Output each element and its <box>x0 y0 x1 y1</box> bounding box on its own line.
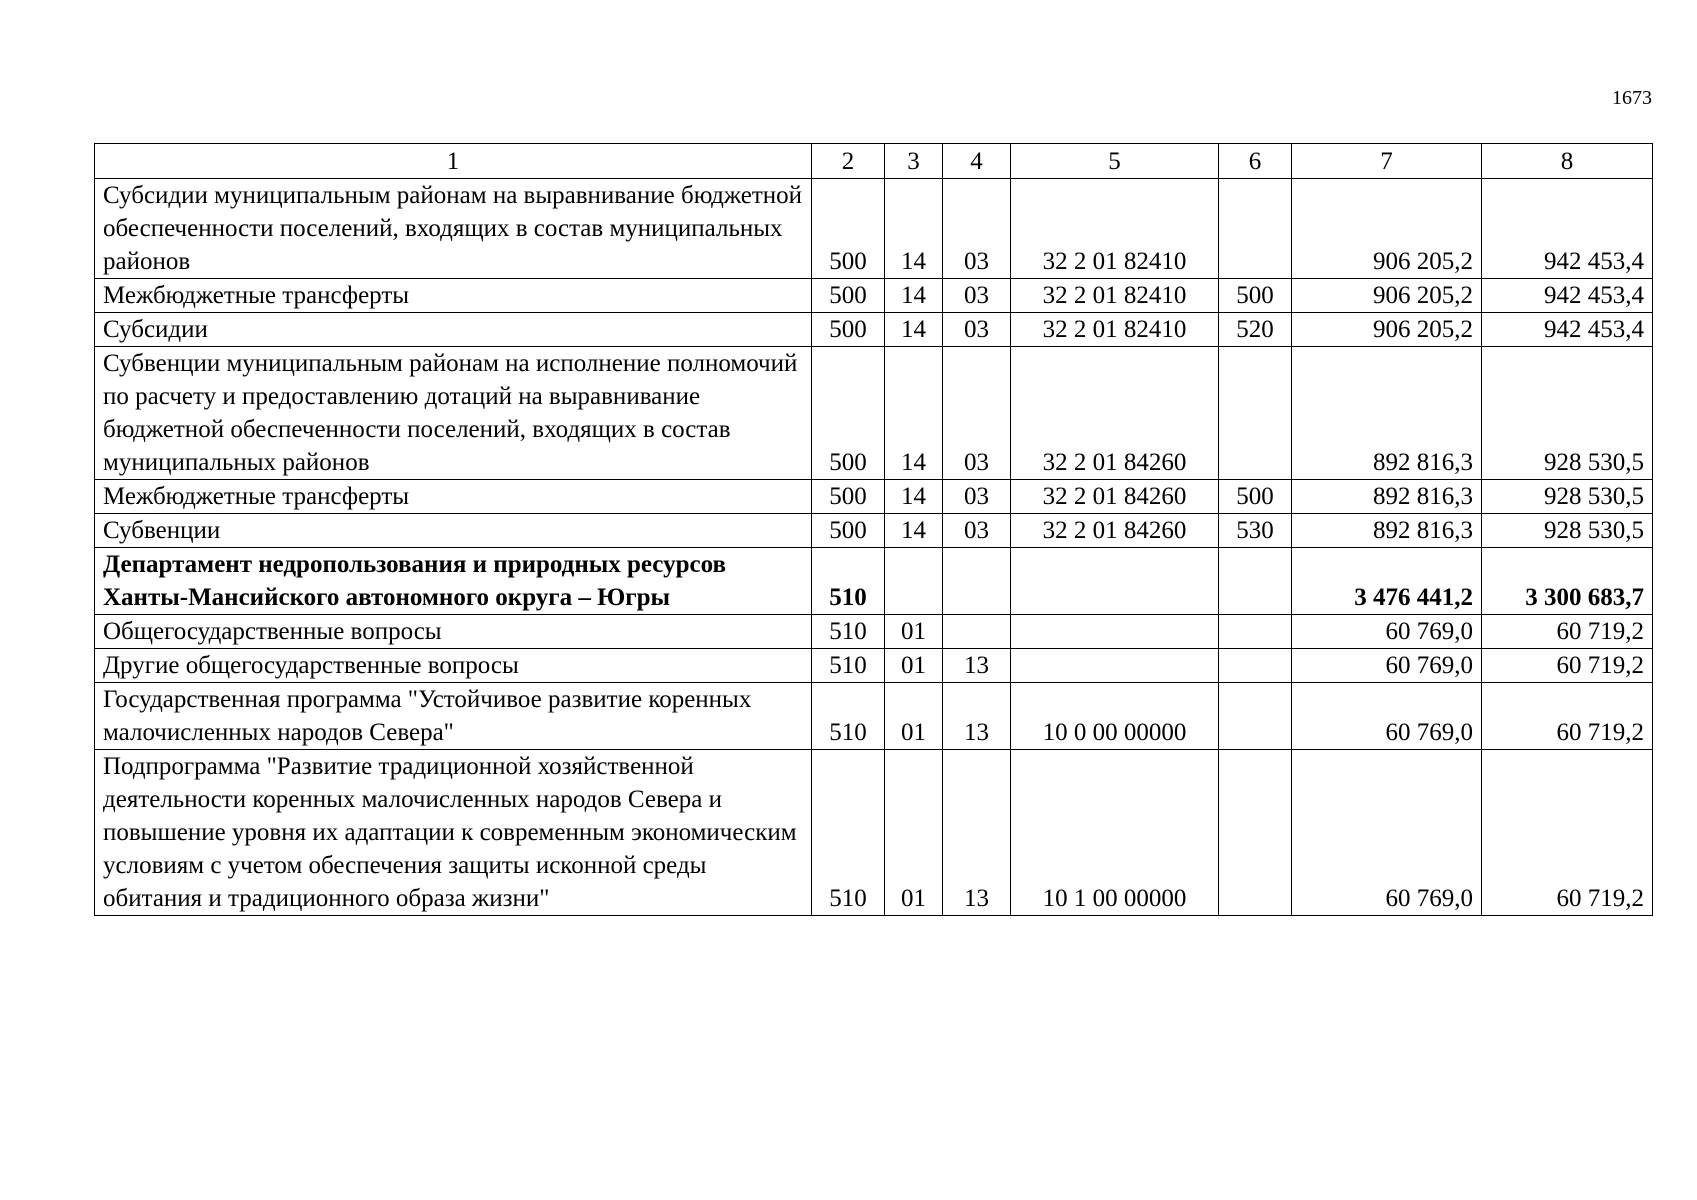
row-name: Субсидии муниципальным районам на выравнивание бюджетной обеспеченности поселений, входящих в состав муниципальных районов <box>95 179 812 279</box>
col-6-value: 500 <box>1219 480 1292 514</box>
table-row <box>95 279 1653 313</box>
row-name: Подпрограмма "Развитие традиционной хозяйственной деятельности коренных малочисленных народов Севера и повышение уровня их адаптации к современным экономическим условиям с учетом обеспечения защиты исконной среды обитания и традиционного образа жизни" <box>95 750 812 916</box>
col-4-value: 03 <box>943 480 1011 514</box>
col-5-value <box>1011 548 1219 615</box>
row-name: Субсидии <box>95 313 812 347</box>
col-8-value: 942 453,4 <box>1482 313 1653 347</box>
col-5-value: 32 2 01 84260 <box>1011 480 1219 514</box>
col-6-value <box>1219 750 1292 916</box>
col-4-value: 13 <box>943 649 1011 683</box>
header-col-4: 4 <box>943 144 1011 179</box>
table-row <box>95 313 1653 347</box>
col-7-value: 906 205,2 <box>1292 313 1482 347</box>
col-7-value: 906 205,2 <box>1292 179 1482 279</box>
col-5-value: 32 2 01 82410 <box>1011 279 1219 313</box>
col-5-value: 32 2 01 84260 <box>1011 347 1219 480</box>
col-8-value: 928 530,5 <box>1482 514 1653 548</box>
table-row <box>95 750 1653 916</box>
col-7-value: 60 769,0 <box>1292 615 1482 649</box>
col-4-value: 03 <box>943 514 1011 548</box>
col-7-value: 60 769,0 <box>1292 750 1482 916</box>
col-5-value <box>1011 615 1219 649</box>
col-3-value: 01 <box>885 649 943 683</box>
row-name: Межбюджетные трансферты <box>95 480 812 514</box>
budget-table <box>94 143 1653 916</box>
header-col-5: 5 <box>1011 144 1219 179</box>
col-6-value <box>1219 649 1292 683</box>
col-2-value: 500 <box>812 514 885 548</box>
col-7-value: 892 816,3 <box>1292 480 1482 514</box>
header-col-3: 3 <box>885 144 943 179</box>
header-col-6: 6 <box>1219 144 1292 179</box>
table-row <box>95 615 1653 649</box>
col-4-value: 03 <box>943 313 1011 347</box>
col-5-value: 32 2 01 84260 <box>1011 514 1219 548</box>
col-3-value: 14 <box>885 313 943 347</box>
row-name: Субвенции <box>95 514 812 548</box>
col-6-value: 520 <box>1219 313 1292 347</box>
header-col-7: 7 <box>1292 144 1482 179</box>
col-6-value <box>1219 548 1292 615</box>
col-2-value: 510 <box>812 750 885 916</box>
col-5-value <box>1011 649 1219 683</box>
col-7-value: 892 816,3 <box>1292 347 1482 480</box>
col-6-value <box>1219 347 1292 480</box>
table-row <box>95 179 1653 279</box>
col-3-value: 01 <box>885 615 943 649</box>
col-4-value: 03 <box>943 179 1011 279</box>
col-4-value <box>943 548 1011 615</box>
col-4-value: 13 <box>943 750 1011 916</box>
row-name: Общегосударственные вопросы <box>95 615 812 649</box>
page-number: 1673 <box>1612 87 1652 109</box>
col-6-value: 530 <box>1219 514 1292 548</box>
col-8-value: 60 719,2 <box>1482 750 1653 916</box>
col-2-value: 510 <box>812 615 885 649</box>
col-5-value: 10 0 00 00000 <box>1011 683 1219 750</box>
row-name: Межбюджетные трансферты <box>95 279 812 313</box>
row-name: Субвенции муниципальным районам на исполнение полномочий по расчету и предоставлению дотаций на выравнивание бюджетной обеспеченности поселений, входящих в состав муниципальных районов <box>95 347 812 480</box>
col-8-value: 60 719,2 <box>1482 649 1653 683</box>
header-col-2: 2 <box>812 144 885 179</box>
table-row <box>95 480 1653 514</box>
row-name: Департамент недропользования и природных ресурсов Ханты-Мансийского автономного округа – Югры <box>95 548 812 615</box>
col-5-value: 32 2 01 82410 <box>1011 313 1219 347</box>
col-3-value: 14 <box>885 514 943 548</box>
col-4-value <box>943 615 1011 649</box>
col-3-value: 14 <box>885 179 943 279</box>
col-7-value: 906 205,2 <box>1292 279 1482 313</box>
col-2-value: 500 <box>812 279 885 313</box>
col-6-value <box>1219 683 1292 750</box>
col-6-value <box>1219 615 1292 649</box>
col-7-value: 3 476 441,2 <box>1292 548 1482 615</box>
col-2-value: 500 <box>812 179 885 279</box>
col-8-value: 60 719,2 <box>1482 615 1653 649</box>
col-2-value: 500 <box>812 313 885 347</box>
col-5-value: 32 2 01 82410 <box>1011 179 1219 279</box>
table-row <box>95 683 1653 750</box>
col-2-value: 510 <box>812 548 885 615</box>
col-8-value: 942 453,4 <box>1482 179 1653 279</box>
col-7-value: 892 816,3 <box>1292 514 1482 548</box>
col-7-value: 60 769,0 <box>1292 683 1482 750</box>
col-5-value: 10 1 00 00000 <box>1011 750 1219 916</box>
col-3-value: 14 <box>885 347 943 480</box>
col-4-value: 03 <box>943 347 1011 480</box>
col-8-value: 928 530,5 <box>1482 347 1653 480</box>
col-2-value: 500 <box>812 347 885 480</box>
col-3-value: 14 <box>885 279 943 313</box>
col-3-value: 01 <box>885 750 943 916</box>
col-2-value: 510 <box>812 683 885 750</box>
header-col-1: 1 <box>95 144 812 179</box>
table-row <box>95 347 1653 480</box>
col-8-value: 928 530,5 <box>1482 480 1653 514</box>
col-2-value: 500 <box>812 480 885 514</box>
header-col-8: 8 <box>1482 144 1653 179</box>
table-row-department <box>95 548 1653 615</box>
col-6-value <box>1219 179 1292 279</box>
table-row <box>95 514 1653 548</box>
header-row <box>95 144 1653 179</box>
table-row <box>95 649 1653 683</box>
row-name: Государственная программа "Устойчивое развитие коренных малочисленных народов Севера" <box>95 683 812 750</box>
col-4-value: 13 <box>943 683 1011 750</box>
col-8-value: 3 300 683,7 <box>1482 548 1653 615</box>
col-3-value: 14 <box>885 480 943 514</box>
col-6-value: 500 <box>1219 279 1292 313</box>
col-8-value: 60 719,2 <box>1482 683 1653 750</box>
col-8-value: 942 453,4 <box>1482 279 1653 313</box>
row-name: Другие общегосударственные вопросы <box>95 649 812 683</box>
col-3-value <box>885 548 943 615</box>
col-2-value: 510 <box>812 649 885 683</box>
col-7-value: 60 769,0 <box>1292 649 1482 683</box>
col-3-value: 01 <box>885 683 943 750</box>
col-4-value: 03 <box>943 279 1011 313</box>
